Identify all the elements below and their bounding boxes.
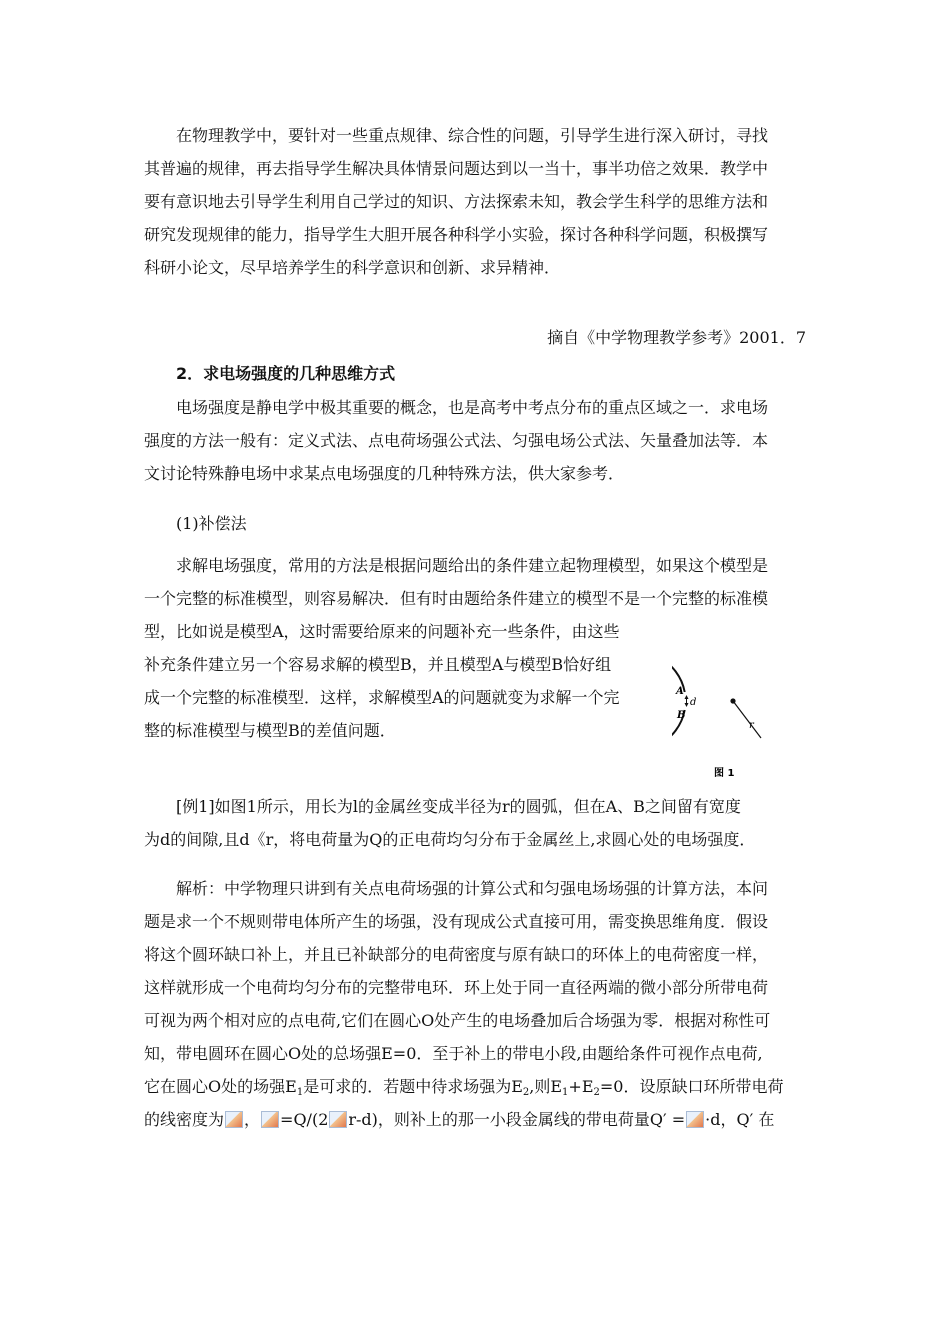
text-segment: 是可求的．若题中待求场强为E [303, 1077, 523, 1096]
analysis-paragraph [144, 872, 806, 1136]
text-line: 知，带电圆环在圆心O处的总场强E=0．至于补上的带电小段,由题给条件可视作点电荷, [144, 1044, 763, 1063]
text-line [144, 1070, 806, 1103]
label-a: A [676, 686, 684, 697]
text-segment: 的线密度为 [144, 1110, 225, 1129]
text-line: 题是求一个不规则带电体所产生的场强，没有现成公式直接可用，需变换思维角度．假设 [144, 912, 769, 931]
label-r: r [749, 720, 754, 731]
subscript: 2 [522, 1087, 530, 1098]
figure-1-diagram [672, 650, 788, 785]
broken-image-icon [261, 1111, 279, 1128]
method-heading [144, 508, 806, 541]
text-line: 要有意识地去引导学生利用自己学过的知识、方法探索未知，教会学生科学的思维方法和 [144, 192, 769, 211]
text-line: 科研小论文，尽早培养学生的科学意识和创新、求异精神． [144, 258, 561, 277]
text-line: 求解电场强度，常用的方法是根据问题给出的条件建立起物理模型，如果这个模型是 [176, 556, 769, 575]
text-line: 研究发现规律的能力，指导学生大胆开展各种科学小实验，探讨各种科学问题，积极撰写 [144, 225, 769, 244]
text-line: 强度的方法一般有：定义式法、点电荷场强公式法、匀强电场公式法、矢量叠加法等．本 [144, 431, 769, 450]
subscript: 1 [562, 1087, 569, 1098]
label-d: d [690, 697, 697, 708]
text-line: 将这个圆环缺口补上，并且已补缺部分的电荷密度与原有缺口的环体上的电荷密度一样， [144, 945, 769, 964]
text-segment: ,则E [529, 1077, 563, 1096]
subscript: 1 [296, 1087, 304, 1098]
text-segment: ， [244, 1110, 261, 1129]
text-line: 成一个完整的标准模型．这样，求解模型A的问题就变为求解一个完 [144, 688, 620, 707]
text-segment: ·d，Q′ 在 [705, 1110, 775, 1129]
subscript: 2 [593, 1087, 600, 1098]
broken-image-icon [329, 1111, 347, 1128]
text-line: 可视为两个相对应的点电荷,它们在圆心O处产生的电场叠加后合场强为零．根据对称性可 [144, 1011, 771, 1030]
text-line: 这样就形成一个电荷均匀分布的完整带电环．环上处于同一直径两端的微小部分所带电荷 [144, 978, 769, 997]
text-line: 解析：中学物理只讲到有关点电荷场强的计算公式和匀强电场场强的计算方法，本问 [176, 879, 769, 898]
text-line: 文讨论特殊静电场中求某点电场强度的几种特殊方法，供大家参考． [144, 464, 625, 483]
text-line: 为d的间隙,且d《r，将电荷量为Q的正电荷均匀分布于金属丝上,求圆心处的电场强度． [144, 830, 756, 849]
text-line: 一个完整的标准模型，则容易解决．但有时由题给条件建立的模型不是一个完整的标准模 [144, 589, 769, 608]
example-paragraph [144, 790, 806, 856]
gap-arrow-down [685, 703, 689, 707]
section-heading [144, 357, 806, 390]
section-intro-paragraph [144, 391, 806, 490]
section-heading-text: 2．求电场强度的几种思维方式 [176, 364, 396, 383]
method-heading-text: (1)补偿法 [176, 514, 247, 533]
broken-image-icon [686, 1111, 704, 1128]
intro-paragraph [144, 119, 806, 284]
charged-arc [672, 652, 685, 750]
text-line: 型，比如说是模型A，这时需要给原来的问题补充一些条件，由这些 [144, 622, 620, 641]
source-citation [144, 321, 806, 354]
text-segment: r-d)，则补上的那一小段金属线的带电荷量Q′ = [348, 1110, 686, 1129]
text-segment: =Q/(2 [280, 1110, 329, 1129]
text-segment: 它在圆心O处的场强E [144, 1077, 297, 1096]
source-text: 摘自《中学物理教学参考》2001．7 [547, 328, 806, 347]
text-line: [例1]如图1所示，用长为l的金属丝变成半径为r的圆弧，但在A、B之间留有宽度 [176, 797, 741, 816]
figure-caption: 图 1 [714, 768, 735, 779]
label-b: B [677, 710, 686, 721]
radius-line [733, 701, 761, 738]
broken-image-icon [225, 1111, 243, 1128]
text-segment: =0．设原缺口环所带电荷 [599, 1077, 784, 1096]
text-segment: +E [568, 1077, 594, 1096]
text-line: 电场强度是静电学中极其重要的概念，也是高考中考点分布的重点区域之一．求电场 [176, 398, 769, 417]
text-line: 整的标准模型与模型B的差值问题． [144, 721, 396, 740]
text-line: 其普遍的规律，再去指导学生解决具体情景问题达到以一当十，事半功倍之效果．教学中 [144, 159, 769, 178]
text-line: 在物理教学中，要针对一些重点规律、综合性的问题，引导学生进行深入研讨，寻找 [176, 126, 769, 145]
text-line [144, 1103, 806, 1136]
gap-arrow-up [685, 695, 689, 699]
text-line: 补充条件建立另一个容易求解的模型B，并且模型A与模型B恰好组 [144, 655, 612, 674]
